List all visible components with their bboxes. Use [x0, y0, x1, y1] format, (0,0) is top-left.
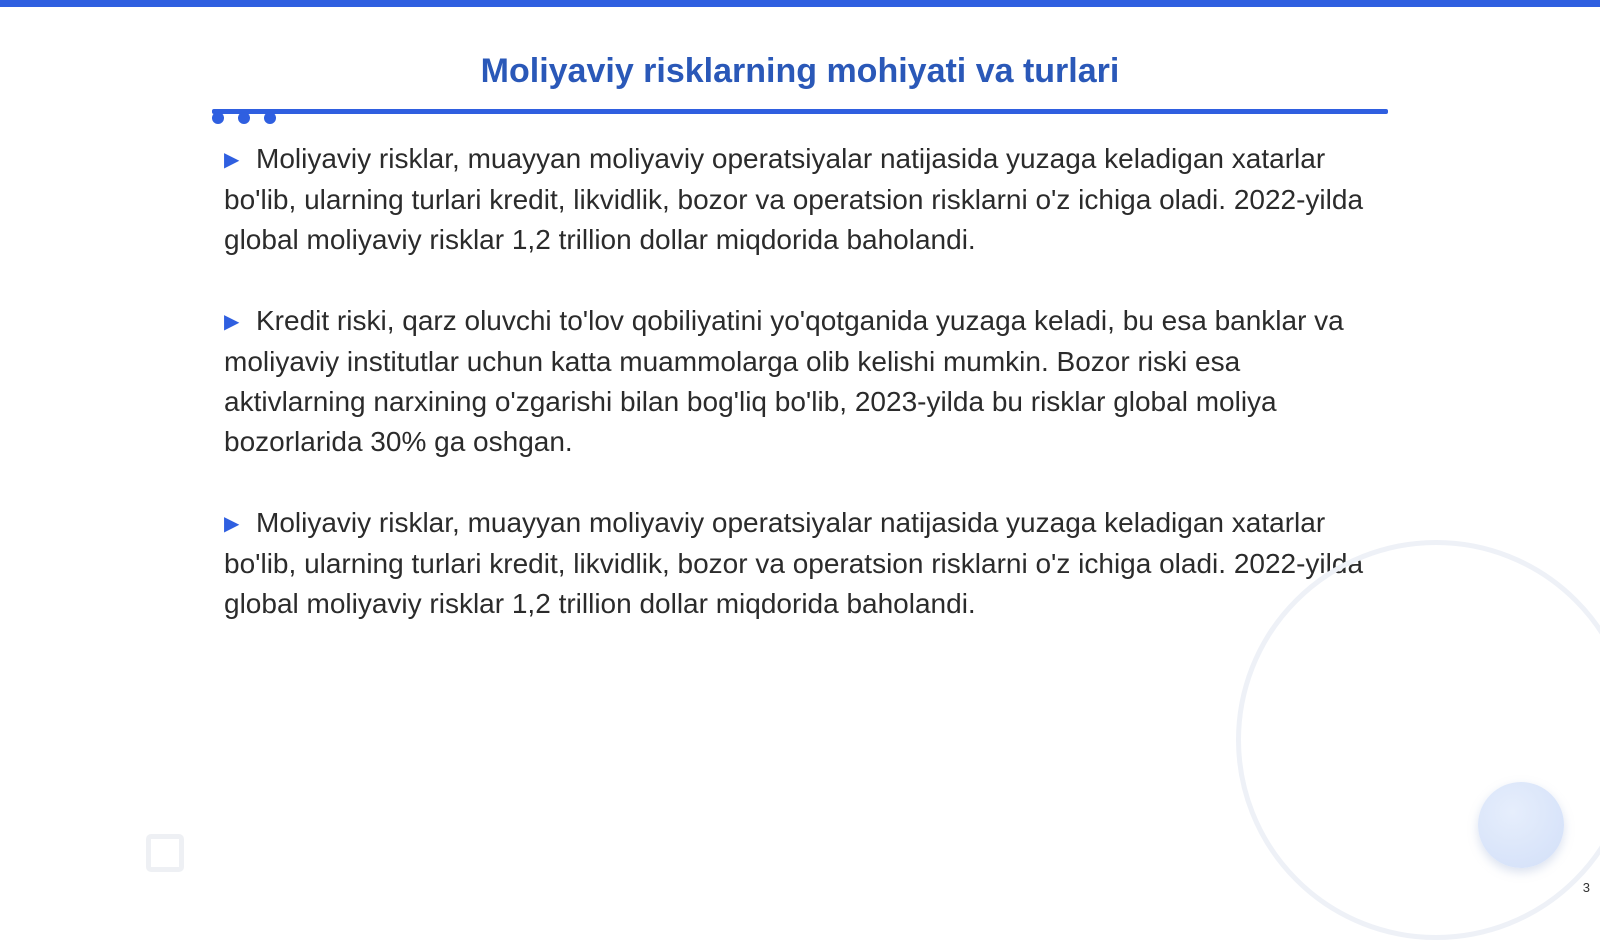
bullet-item [224, 503, 1384, 624]
decor-square [146, 834, 184, 872]
decor-dot [238, 112, 250, 124]
triangle-right-icon: ▶ [224, 149, 240, 171]
bullet-text: Moliyaviy risklar, muayyan moliyaviy operatsiyalar natijasida yuzaga keladigan xatarlar bo'lib, ularning turlari kredit, likvidlik, bozor va operatsion risklarni o'z ichiga oladi. 2022-yilda global moliyaviy risklar 1,2 trillion dollar miqdorida baholandi. [224, 143, 1364, 255]
decor-dot [212, 112, 224, 124]
title-underline [212, 109, 1388, 114]
bullet-item [224, 301, 1384, 462]
decor-ball [1478, 782, 1564, 868]
bullet-item [224, 139, 1384, 260]
triangle-right-icon: ▶ [224, 311, 240, 333]
decor-dot [264, 112, 276, 124]
bullet-list [224, 139, 1384, 665]
triangle-right-icon: ▶ [224, 513, 240, 535]
bullet-text: Moliyaviy risklar, muayyan moliyaviy operatsiyalar natijasida yuzaga keladigan xatarlar bo'lib, ularning turlari kredit, likvidlik, bozor va operatsion risklarni o'z ichiga oladi. 2022-yilda global moliyaviy risklar 1,2 trillion dollar miqdorida baholandi. [224, 507, 1364, 619]
bullet-text: Kredit riski, qarz oluvchi to'lov qobiliyatini yo'qotganida yuzaga keladi, bu esa banklar va moliyaviy institutlar uchun katta muammolarga olib kelishi mumkin. Bozor riski esa aktivlarning narxining o'zgarishi bilan bog'liq bo'lib, 2023-yilda bu risklar global moliya bozorlarida 30% ga oshgan. [224, 305, 1344, 457]
slide-title: Moliyaviy risklarning mohiyati va turlari [480, 52, 1120, 90]
top-accent-bar [0, 0, 1600, 7]
page-number: 3 [1582, 880, 1590, 895]
